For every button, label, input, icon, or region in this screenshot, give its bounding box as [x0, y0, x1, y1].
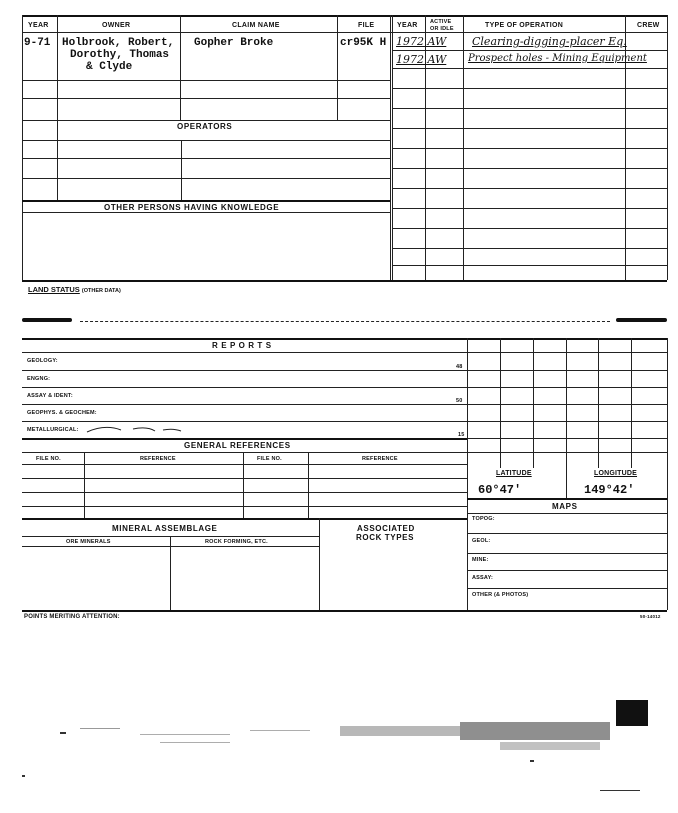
maps-row-geol: GEOL:	[472, 538, 491, 544]
gen-ref-header-file-no-2: FILE NO.	[257, 456, 282, 462]
maps-row-assay: ASSAY:	[472, 575, 494, 581]
header-type-of-operation: TYPE OF OPERATION	[485, 22, 564, 29]
land-status-mark-right	[616, 318, 667, 322]
land-status-title: LAND STATUS	[28, 285, 80, 294]
maps-title: MAPS	[552, 502, 578, 511]
longitude-value: 149°42'	[584, 483, 635, 497]
operation-entry-1: 1972 AW	[396, 35, 447, 48]
header-crew: CREW	[637, 22, 660, 29]
header-file: FILE	[358, 22, 375, 29]
operation-type-2: Prospect holes - Mining Equipment	[468, 53, 647, 64]
report-label-engng: ENGNG:	[27, 376, 51, 382]
land-status-subtitle: (OTHER DATA)	[81, 288, 121, 294]
entry-owner-line-3: & Clyde	[86, 61, 133, 73]
header-claim-name: CLAIM NAME	[232, 22, 280, 29]
header-owner: OWNER	[102, 22, 131, 29]
report-num-assay: 50	[456, 398, 463, 404]
header-or-idle: OR IDLE	[430, 26, 454, 32]
latitude-label: LATITUDE	[496, 470, 532, 477]
header-year: YEAR	[28, 22, 49, 29]
maps-row-mine: MINE:	[472, 557, 489, 563]
entry-owner-line-1: Holbrook, Robert,	[62, 37, 175, 49]
report-num-metallurgical: 15	[458, 432, 465, 438]
header-year-2: YEAR	[397, 22, 418, 29]
metallurgical-scribble	[85, 422, 185, 436]
associated-rock-types-line-2: ROCK TYPES	[356, 533, 415, 542]
entry-claim-name: Gopher Broke	[194, 37, 274, 49]
points-meriting-attention: POINTS MERITING ATTENTION:	[24, 614, 120, 620]
form-number: 50-14012	[640, 614, 661, 619]
maps-row-topog: TOPOG:	[472, 516, 495, 522]
reports-title: R E P O R T S	[212, 341, 272, 350]
gen-ref-header-reference-2: REFERENCE	[362, 456, 398, 462]
header-active: ACTIVE	[430, 19, 452, 25]
longitude-label: LONGITUDE	[594, 470, 638, 477]
scan-dash	[600, 790, 640, 791]
scan-bleed-through	[60, 712, 650, 762]
report-label-metallurgical: METALLURGICAL:	[27, 427, 79, 433]
report-num-geology: 48	[456, 364, 463, 370]
mineral-assemblage-title: MINERAL ASSEMBLAGE	[112, 524, 218, 533]
entry-year: 9-71	[24, 37, 51, 49]
entry-file: cr95K H	[340, 37, 387, 49]
report-label-geology: GEOLOGY:	[27, 358, 58, 364]
land-status-mark-left	[22, 318, 72, 322]
operators-title: OPERATORS	[177, 122, 233, 131]
operation-entry-2: 1972 AW	[396, 53, 447, 66]
ore-minerals-header: ORE MINERALS	[66, 539, 111, 545]
scan-dot	[22, 775, 25, 777]
report-label-assay: ASSAY & IDENT:	[27, 393, 73, 399]
operation-type-1: Clearing-digging-placer Eq.	[472, 35, 627, 48]
report-label-geophys: GEOPHYS. & GEOCHEM:	[27, 410, 97, 416]
entry-owner-line-2: Dorothy, Thomas	[70, 49, 170, 61]
other-persons-title: OTHER PERSONS HAVING KNOWLEDGE	[104, 203, 280, 212]
maps-row-other: OTHER (& PHOTOS)	[472, 592, 529, 598]
land-status-label	[28, 285, 121, 294]
gen-ref-header-file-no-1: FILE NO.	[36, 456, 61, 462]
general-references-title: GENERAL REFERENCES	[184, 441, 291, 450]
gen-ref-header-reference-1: REFERENCE	[140, 456, 176, 462]
latitude-value: 60°47'	[478, 483, 522, 497]
associated-rock-types-line-1: ASSOCIATED	[357, 524, 415, 533]
rock-forming-header: ROCK FORMING, ETC.	[205, 539, 268, 545]
